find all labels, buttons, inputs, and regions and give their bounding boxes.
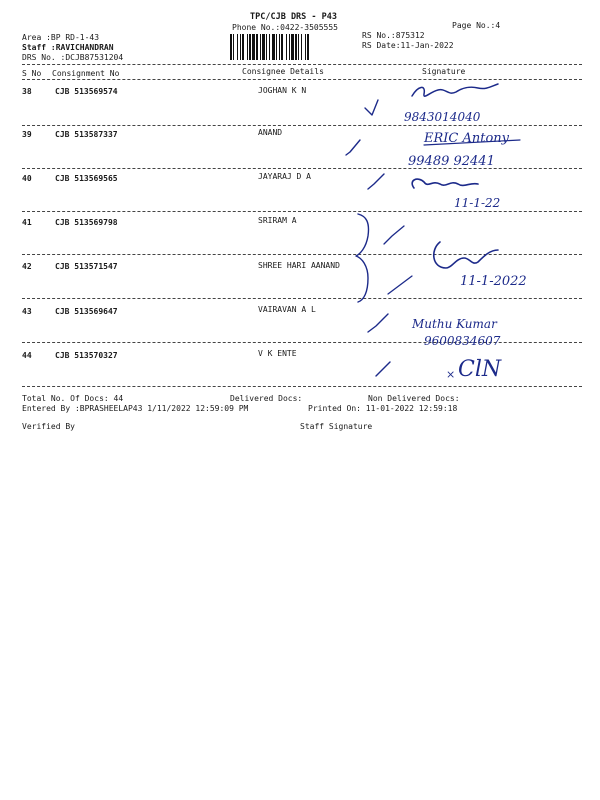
non-delivered-docs: Non Delivered Docs:: [368, 394, 460, 403]
tick-mark-icon: [346, 140, 360, 155]
divider: [22, 64, 582, 65]
row-divider: [22, 254, 582, 255]
page-number: Page No.:4: [452, 21, 501, 30]
handwritten-name: ERIC Antony: [424, 131, 510, 146]
row-consignee: ANAND: [258, 128, 283, 137]
row-sno: 40: [22, 174, 32, 183]
handwritten-date: 11-1-2022: [460, 274, 527, 289]
bracket-mark: [356, 214, 369, 302]
total-docs: Total No. Of Docs: 44: [22, 394, 124, 403]
divider: [22, 79, 582, 80]
row-consignment: CJB 513569647: [55, 307, 118, 316]
handwritten-phone: 99489 92441: [408, 154, 495, 169]
column-header-sno: S No: [22, 69, 42, 78]
staff-label: Staff :RAVICHANDRAN: [22, 43, 114, 52]
row-sno: 44: [22, 351, 32, 360]
row-consignment: CJB 513570327: [55, 351, 118, 360]
row-consignee: SRIRAM A: [258, 216, 297, 225]
signature-scribble: [412, 84, 498, 96]
column-header-signature: Signature: [422, 67, 466, 76]
verified-by: Verified By: [22, 422, 75, 431]
row-consignment: CJB 513569798: [55, 218, 118, 227]
entered-by: Entered By :BPRASHEELAP43 1/11/2022 12:59:09 PM: [22, 404, 249, 413]
phone-number: Phone No.:0422-3505555: [232, 23, 338, 32]
column-header-consignee: Consignee Details: [242, 67, 324, 76]
handwritten-name: Muthu Kumar: [412, 317, 497, 331]
x-mark: ×: [446, 368, 456, 381]
handwritten-note: ClN: [458, 357, 502, 382]
signature-scribble: [412, 179, 478, 188]
column-header-consignment: Consignment No: [52, 69, 120, 78]
row-consignee: SHREE HARI AANAND: [258, 261, 340, 270]
row-consignee: VAIRAVAN A L: [258, 305, 316, 314]
tick-mark-icon: [368, 174, 384, 189]
row-consignment: CJB 513587337: [55, 130, 118, 139]
signature-scribble: [434, 242, 498, 268]
delivered-docs: Delivered Docs:: [230, 394, 303, 403]
tick-mark-icon: [384, 226, 404, 244]
row-divider: [22, 298, 582, 299]
row-sno: 43: [22, 307, 32, 316]
row-divider: [22, 211, 582, 212]
row-sno: 38: [22, 87, 32, 96]
tick-mark-icon: [376, 362, 390, 376]
row-sno: 39: [22, 130, 32, 139]
row-divider: [22, 168, 582, 169]
underline: [424, 140, 520, 145]
handwritten-phone: 9843014040: [404, 110, 481, 124]
row-consignment: CJB 513571547: [55, 262, 118, 271]
staff-signature: Staff Signature: [300, 422, 373, 431]
row-sno: 41: [22, 218, 32, 227]
row-consignee: JOGHAN K N: [258, 86, 307, 95]
tick-mark-icon: [368, 314, 388, 332]
row-divider: [22, 125, 582, 126]
area-label: Area :BP RD-1-43: [22, 33, 100, 42]
handwritten-date: 11-1-22: [454, 196, 501, 210]
row-sno: 42: [22, 262, 32, 271]
handwritten-phone: 9600834607: [424, 334, 501, 348]
row-consignment: CJB 513569574: [55, 87, 118, 96]
rs-date: RS Date:11-Jan-2022: [362, 41, 454, 50]
rs-number: RS No.:875312: [362, 31, 425, 40]
row-consignment: CJB 513569565: [55, 174, 118, 183]
row-divider: [22, 386, 582, 387]
tick-mark-icon: [388, 276, 412, 294]
row-divider: [22, 342, 582, 343]
row-consignee: V K ENTE: [258, 349, 297, 358]
barcode-icon: [230, 34, 356, 60]
document-title: TPC/CJB DRS - P43: [250, 12, 337, 22]
row-consignee: JAYARAJ D A: [258, 172, 311, 181]
tick-mark-icon: [365, 100, 378, 115]
printed-on: Printed On: 11-01-2022 12:59:18: [308, 404, 458, 413]
drs-number: DRS No. :DCJB87531204: [22, 53, 124, 62]
